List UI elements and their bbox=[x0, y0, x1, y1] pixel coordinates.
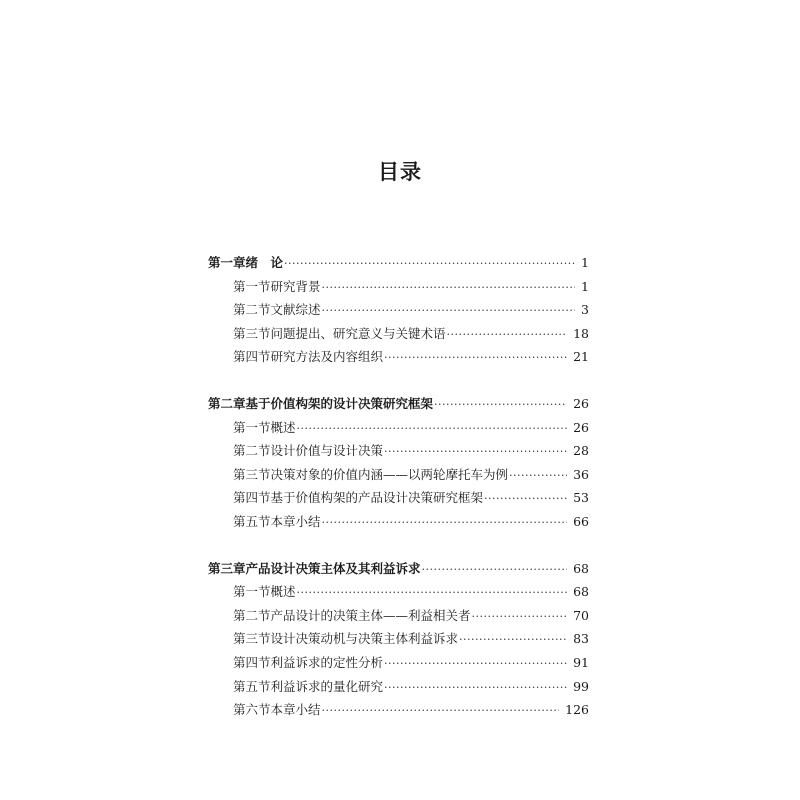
section-number: 第一节 bbox=[233, 278, 271, 294]
section-title: 文献综述 bbox=[270, 302, 321, 318]
page-number: 68 bbox=[573, 560, 589, 576]
section-title: 本章小结 bbox=[270, 702, 321, 718]
page-number: 26 bbox=[573, 395, 589, 411]
section-number: 第一节 bbox=[233, 419, 271, 435]
page-number: 1 bbox=[581, 278, 589, 294]
section-entry[interactable] bbox=[208, 298, 589, 322]
section-number: 第五节 bbox=[233, 513, 271, 529]
section-entry[interactable] bbox=[208, 463, 589, 487]
dot-leader bbox=[472, 605, 568, 629]
section-number: 第三节 bbox=[233, 631, 271, 647]
dot-leader bbox=[384, 346, 567, 370]
section-number: 第三节 bbox=[233, 466, 271, 482]
section-number: 第二节 bbox=[233, 607, 271, 623]
chapter-entry[interactable] bbox=[208, 557, 589, 581]
section-entry[interactable] bbox=[208, 486, 589, 510]
dot-leader bbox=[509, 464, 567, 488]
section-entry[interactable] bbox=[208, 580, 589, 604]
section-title: 问题提出、研究意义与关键术语 bbox=[270, 325, 446, 341]
section-entry[interactable] bbox=[208, 698, 589, 722]
dot-leader bbox=[434, 393, 567, 417]
section-entry[interactable] bbox=[208, 675, 589, 699]
dot-leader bbox=[484, 487, 567, 511]
dot-leader bbox=[322, 511, 568, 535]
section-entry[interactable] bbox=[208, 345, 589, 369]
dot-leader bbox=[322, 299, 576, 323]
section-number: 第五节 bbox=[233, 678, 271, 694]
section-entry[interactable] bbox=[208, 275, 589, 299]
section-title: 概述 bbox=[270, 419, 296, 435]
dot-leader bbox=[384, 652, 567, 676]
section-entry[interactable] bbox=[208, 416, 589, 440]
page-number: 68 bbox=[573, 584, 589, 600]
page-number: 66 bbox=[573, 513, 589, 529]
page-number: 1 bbox=[581, 255, 589, 270]
dot-leader bbox=[297, 581, 568, 605]
page-number: 126 bbox=[565, 702, 589, 718]
section-title: 产品设计的决策主体——利益相关者 bbox=[270, 607, 471, 623]
chapter-number: 第一章 bbox=[208, 255, 246, 270]
section-title: 研究方法及内容组织 bbox=[270, 349, 384, 365]
section-title: 设计价值与设计决策 bbox=[270, 443, 384, 459]
section-title: 利益诉求的定性分析 bbox=[270, 654, 384, 670]
chapter-2 bbox=[208, 392, 589, 534]
dot-leader bbox=[322, 276, 576, 300]
chapter-title: 绪 论 bbox=[245, 255, 284, 270]
section-title: 概述 bbox=[270, 584, 296, 600]
dot-leader bbox=[297, 417, 568, 441]
section-title: 基于价值构架的产品设计决策研究框架 bbox=[270, 490, 484, 506]
page-number: 26 bbox=[573, 419, 589, 435]
dot-leader bbox=[384, 676, 567, 700]
section-title: 本章小结 bbox=[270, 513, 321, 529]
section-title: 研究背景 bbox=[270, 278, 321, 294]
dot-leader bbox=[459, 628, 567, 652]
section-title: 决策对象的价值内涵——以两轮摩托车为例 bbox=[270, 466, 509, 482]
page-number: 36 bbox=[573, 466, 589, 482]
page-title: 目录 bbox=[378, 160, 422, 184]
page-number: 99 bbox=[573, 678, 589, 694]
chapter-number: 第三章 bbox=[208, 560, 246, 576]
section-entry[interactable] bbox=[208, 510, 589, 534]
dot-leader bbox=[322, 699, 560, 723]
table-of-contents bbox=[208, 251, 589, 745]
section-number: 第四节 bbox=[233, 490, 271, 506]
page-number: 83 bbox=[573, 631, 589, 647]
section-number: 第三节 bbox=[233, 325, 271, 341]
page-number: 91 bbox=[573, 654, 589, 670]
dot-leader bbox=[384, 440, 567, 464]
section-title: 设计决策动机与决策主体利益诉求 bbox=[270, 631, 459, 647]
page-number: 18 bbox=[573, 325, 589, 341]
page-number: 3 bbox=[581, 302, 589, 318]
dot-leader bbox=[422, 558, 568, 582]
section-entry[interactable] bbox=[208, 322, 589, 346]
page-number: 21 bbox=[573, 349, 589, 365]
section-number: 第四节 bbox=[233, 654, 271, 670]
section-entry[interactable] bbox=[208, 604, 589, 628]
chapter-3 bbox=[208, 557, 589, 722]
dot-leader bbox=[447, 323, 568, 347]
section-number: 第二节 bbox=[233, 302, 271, 318]
section-number: 第二节 bbox=[233, 443, 271, 459]
dot-leader bbox=[284, 252, 575, 276]
chapter-entry[interactable] bbox=[208, 392, 589, 416]
page-number: 70 bbox=[573, 607, 589, 623]
chapter-1 bbox=[208, 251, 589, 369]
chapter-title: 基于价值构架的设计决策研究框架 bbox=[245, 395, 434, 411]
section-number: 第四节 bbox=[233, 349, 271, 365]
chapter-number: 第二章 bbox=[208, 395, 246, 411]
page-number: 28 bbox=[573, 443, 589, 459]
page-number: 53 bbox=[573, 490, 589, 506]
section-entry[interactable] bbox=[208, 439, 589, 463]
chapter-title: 产品设计决策主体及其利益诉求 bbox=[245, 560, 421, 576]
section-title: 利益诉求的量化研究 bbox=[270, 678, 384, 694]
chapter-entry[interactable] bbox=[208, 251, 589, 275]
section-entry[interactable] bbox=[208, 627, 589, 651]
section-number: 第六节 bbox=[233, 702, 271, 718]
section-number: 第一节 bbox=[233, 584, 271, 600]
section-entry[interactable] bbox=[208, 651, 589, 675]
